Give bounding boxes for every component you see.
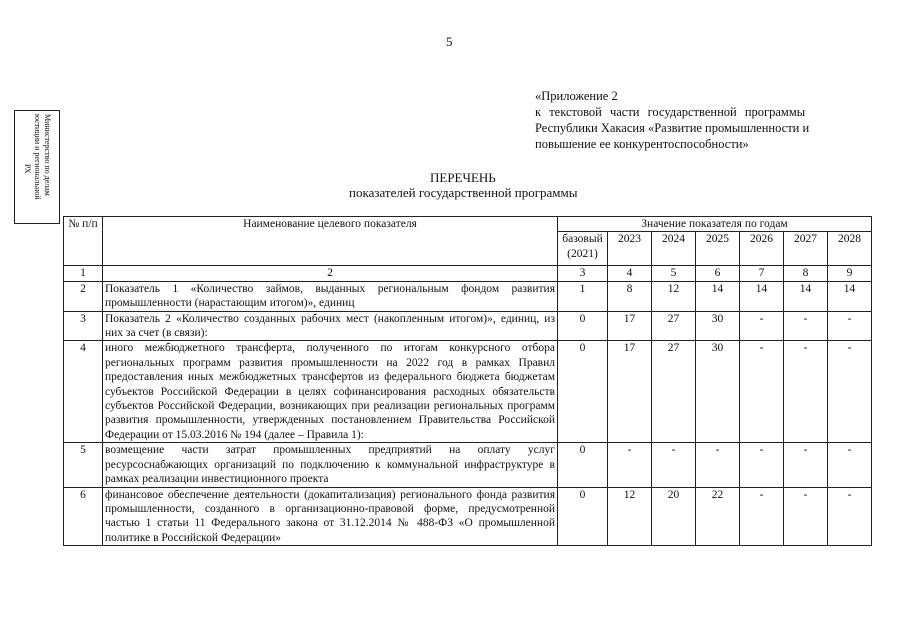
stamp-line: юстиции и региональной	[33, 114, 42, 200]
appendix-line: Республики Хакасия «Развитие промышленности и	[535, 121, 810, 135]
ministry-stamp	[14, 110, 60, 224]
value-cell: -	[740, 311, 784, 341]
value-cell: -	[784, 487, 828, 546]
appendix-line: повышение ее конкурентоспособности»	[535, 137, 749, 151]
value-cell: 27	[652, 311, 696, 341]
value-cell: -	[828, 311, 872, 341]
value-cell: -	[740, 487, 784, 546]
value-cell: 0	[558, 311, 608, 341]
year-header: 2026	[740, 232, 784, 266]
appendix-header	[535, 88, 847, 152]
value-cell: 20	[652, 487, 696, 546]
appendix-line: к текстовой части государственной программы	[535, 105, 806, 119]
year-header: базовый (2021)	[558, 232, 608, 266]
document-title: ПЕРЕЧЕНЬ	[430, 170, 496, 185]
value-cell: -	[696, 443, 740, 487]
value-cell: 17	[608, 341, 652, 443]
table-row	[64, 281, 872, 311]
column-number: 6	[696, 266, 740, 281]
value-cell: 22	[696, 487, 740, 546]
stamp-text	[22, 114, 52, 218]
stamp-line: РХ	[23, 164, 32, 174]
year-header: 2027	[784, 232, 828, 266]
value-cell: -	[740, 443, 784, 487]
column-number-row	[64, 266, 872, 281]
value-cell: 14	[696, 281, 740, 311]
row-number: 4	[64, 341, 103, 443]
indicator-name: возмещение части затрат промышленных предприятий на оплату услуг ресурсоснабжающих организаций по подключению к коммунальной инфраструктуре в рамках реализации инвестиционного проекта	[103, 443, 558, 487]
document-subtitle: показателей государственной программы	[349, 185, 578, 200]
row-number: 2	[64, 281, 103, 311]
indicators-table	[63, 216, 872, 546]
value-cell: 30	[696, 341, 740, 443]
column-number: 2	[103, 266, 558, 281]
value-cell: 8	[608, 281, 652, 311]
header-row	[64, 217, 872, 232]
table-row	[64, 443, 872, 487]
year-header: 2024	[652, 232, 696, 266]
column-number: 1	[64, 266, 103, 281]
header-number: № п/п	[64, 217, 103, 266]
row-number: 3	[64, 311, 103, 341]
value-cell: -	[784, 443, 828, 487]
table-row	[64, 341, 872, 443]
value-cell: -	[740, 341, 784, 443]
column-number: 4	[608, 266, 652, 281]
value-cell: -	[828, 341, 872, 443]
value-cell: 1	[558, 281, 608, 311]
column-number: 5	[652, 266, 696, 281]
value-cell: 14	[784, 281, 828, 311]
value-cell: -	[784, 311, 828, 341]
value-cell: 30	[696, 311, 740, 341]
value-cell: 12	[652, 281, 696, 311]
column-number: 8	[784, 266, 828, 281]
value-cell: -	[828, 487, 872, 546]
indicator-name: финансовое обеспечение деятельности (докапитализация) регионального фонда развития промышленности, созданного в организационно-правовой форме, предусмотренной частью 1 статьи 11 Федерального закона от 31.12.2014 № 488-ФЗ «О промышленной политике в Российской Федерации»	[103, 487, 558, 546]
table-row	[64, 311, 872, 341]
value-cell: -	[784, 341, 828, 443]
value-cell: -	[608, 443, 652, 487]
column-number: 9	[828, 266, 872, 281]
year-header: 2023	[608, 232, 652, 266]
row-number: 5	[64, 443, 103, 487]
header-indicator-name: Наименование целевого показателя	[103, 217, 558, 266]
table-row	[64, 487, 872, 546]
indicator-name: Показатель 1 «Количество займов, выданных региональным фондом развития промышленности (нарастающим итогом)», единиц	[103, 281, 558, 311]
year-header: 2028	[828, 232, 872, 266]
indicator-name: иного межбюджетного трансферта, полученного по итогам конкурсного отбора региональных программ развития промышленности на 2022 год в рамках Правил предоставления иных межбюджетных трансфертов из федерального бюджета бюджетам субъектов Российской Федерации в целях софинансирования расходных обязательств субъектов Российской Федерации, возникающих при реализации региональных программ развития промышленности, утвержденных постановлением Правительства Российской Федерации от 15.03.2016 № 194 (далее – Правила 1):	[103, 341, 558, 443]
column-number: 3	[558, 266, 608, 281]
stamp-line: Министерство по делам	[43, 114, 52, 196]
page-number: 5	[446, 34, 453, 49]
row-number: 6	[64, 487, 103, 546]
value-cell: 0	[558, 341, 608, 443]
value-cell: -	[828, 443, 872, 487]
value-cell: 12	[608, 487, 652, 546]
column-number: 7	[740, 266, 784, 281]
value-cell: 0	[558, 443, 608, 487]
value-cell: -	[652, 443, 696, 487]
value-cell: 17	[608, 311, 652, 341]
value-cell: 27	[652, 341, 696, 443]
value-cell: 14	[740, 281, 784, 311]
year-header: 2025	[696, 232, 740, 266]
indicator-name: Показатель 2 «Количество созданных рабочих мест (накопленным итогом)», единиц, из них за счет (в связи):	[103, 311, 558, 341]
header-values-by-year: Значение показателя по годам	[558, 217, 872, 232]
value-cell: 14	[828, 281, 872, 311]
appendix-line: «Приложение 2	[535, 89, 618, 103]
value-cell: 0	[558, 487, 608, 546]
